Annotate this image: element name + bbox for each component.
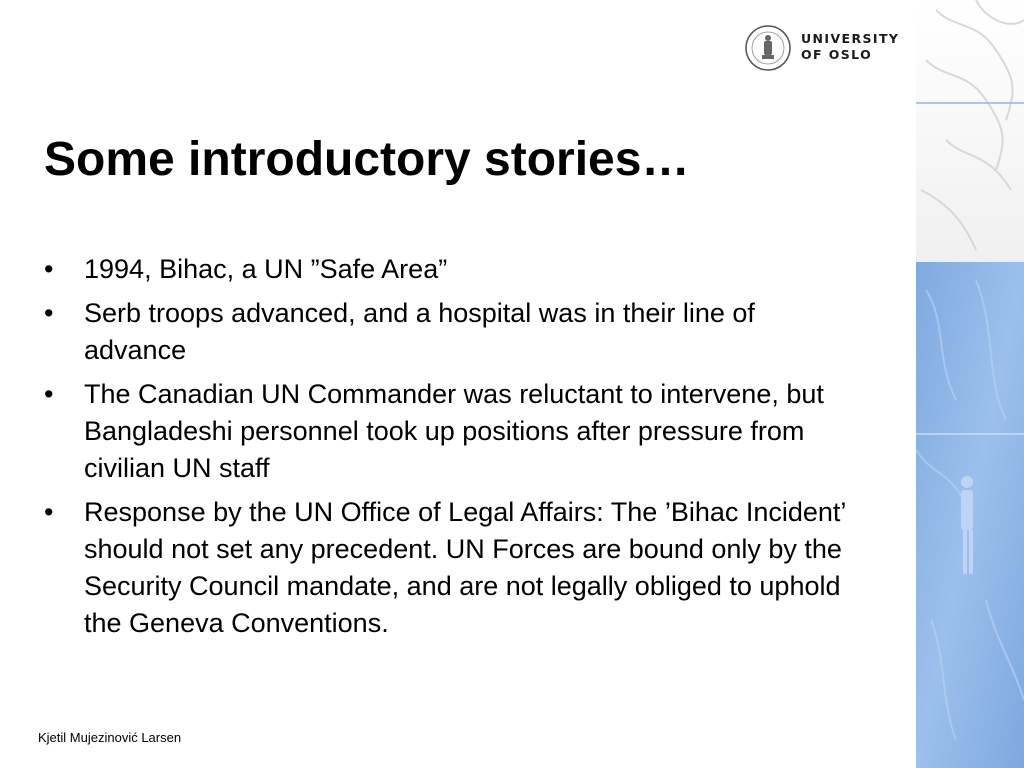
slide-title: Some introductory stories…	[44, 133, 690, 186]
footer-author: Kjetil Mujezinović Larsen	[38, 730, 182, 745]
bullet-marker: •	[44, 379, 54, 409]
logo-line-2: OF OSLO	[801, 47, 873, 62]
bullet-marker: •	[44, 298, 54, 328]
bullet-text: Serb troops advanced, and a hospital was in their line of advance	[84, 298, 755, 365]
bullet-item	[44, 295, 864, 369]
bullet-text: The Canadian UN Commander was reluctant to intervene, but Bangladeshi personnel took up positions after pressure from civilian UN staff	[84, 379, 824, 483]
bullet-text: 1994, Bihac, a UN ”Safe Area”	[84, 254, 448, 284]
logo-line-1: UNIVERSITY	[801, 31, 900, 46]
bullet-item	[44, 494, 864, 642]
decorative-side-panel	[916, 0, 1024, 768]
university-logo	[744, 24, 904, 72]
side-panel-artwork	[916, 0, 1024, 768]
bullet-text: Response by the UN Office of Legal Affairs: The ’Bihac Incident’ should not set any precedent. UN Forces are bound only by the Security Council mandate, and are not legally obliged to uphold the Geneva Conventions.	[84, 497, 846, 638]
bullet-marker: •	[44, 254, 54, 284]
bullet-list	[44, 251, 864, 649]
logo-text	[801, 31, 899, 63]
bullet-item	[44, 376, 864, 487]
bullet-marker: •	[44, 497, 54, 527]
bullet-item	[44, 251, 864, 288]
university-seal-icon	[744, 24, 792, 72]
